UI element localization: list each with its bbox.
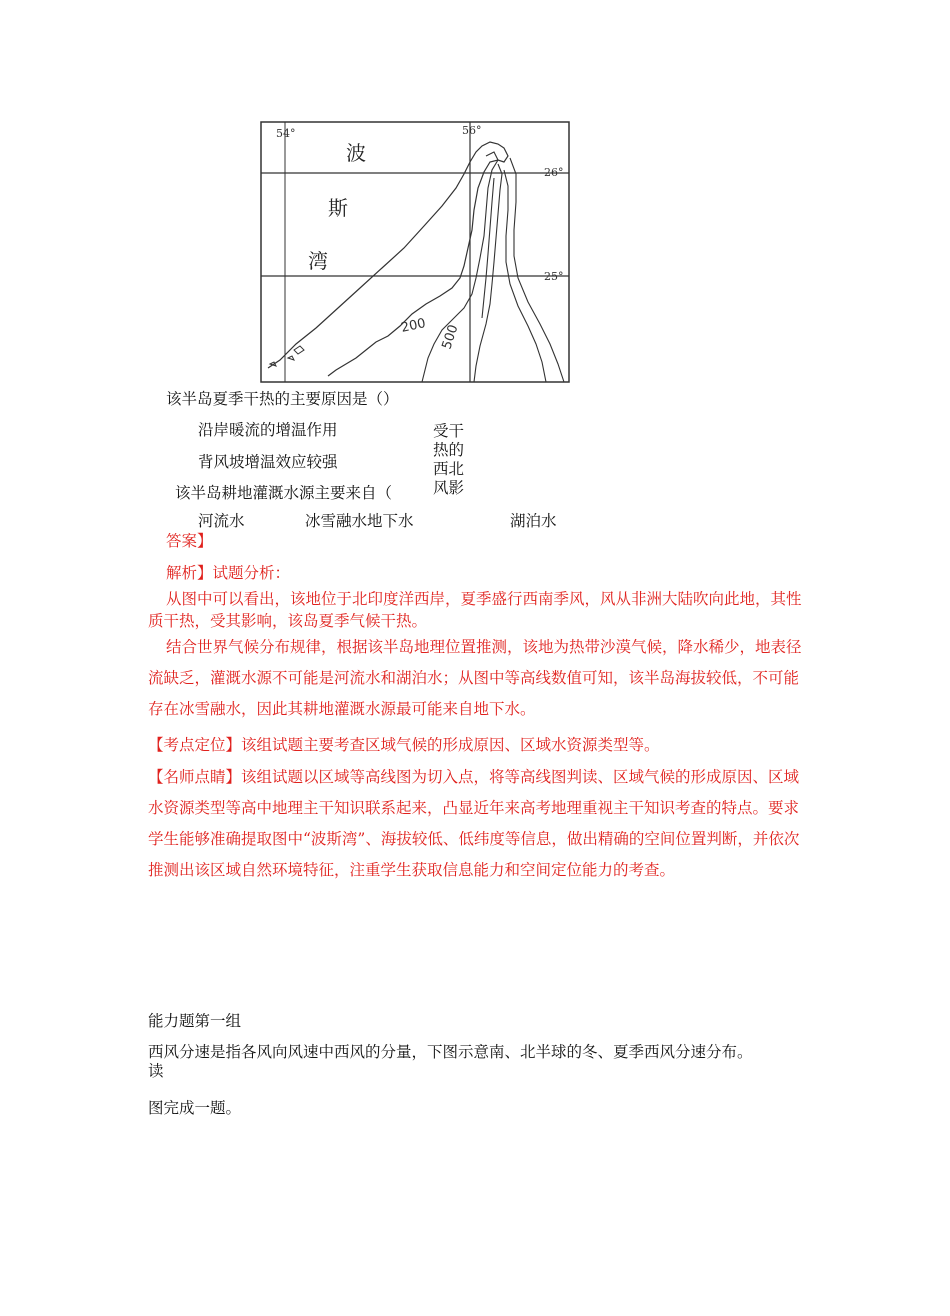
- question2-option-a: 河流水: [198, 512, 245, 530]
- question2-option-bc: 冰雪融水地下水: [305, 512, 414, 530]
- lon-56-label: 56°: [462, 124, 482, 137]
- question1-stem: 该半岛夏季干热的主要原因是（）: [166, 390, 399, 408]
- analysis-label: 解析】试题分析：: [166, 564, 291, 582]
- sea-char-2: 斯: [328, 196, 348, 220]
- analysis-paragraph-1: 从图中可以看出，该地位于北印度洋西岸，夏季盛行西南季风，风从非洲大陆吹向此地，其性质干热，受其影响，该岛夏季气候干热。: [148, 590, 802, 630]
- intro-line-2: 图完成一题。: [148, 1099, 242, 1117]
- map-figure: [258, 118, 574, 386]
- mingshi-text: 【名师点睛】该组试题以区域等高线图为切入点，将等高线图判读、区域气候的形成原因、区域水资源类型等高中地理主干知识联系起来，凸显近年来高考地理重视主干知识考查的特点。要求学生能够准确提取图中“波斯湾”、海拔较低、低纬度等信息，做出精确的空间位置判断，并依次推测出该区域自然环境特征，注重学生获取信息能力和空间定位能力的考查。: [148, 768, 800, 879]
- side-note-line-2: 热的: [433, 441, 465, 459]
- intro-line-1b: 读: [148, 1062, 164, 1080]
- sea-char-3: 湾: [308, 249, 328, 273]
- question1-option-b: 背风坡增温效应较强: [198, 453, 338, 471]
- question2-stem: 该半岛耕地灌溉水源主要来自（: [175, 484, 393, 502]
- kaodian-text: 【考点定位】该组试题主要考查区域气候的形成原因、区域水资源类型等。: [148, 736, 660, 754]
- intro-line-1: 西风分速是指各风向风速中西风的分量，下图示意南、北半球的冬、夏季西风分速分布。: [148, 1043, 753, 1061]
- lat-25-label: 25°: [544, 270, 564, 283]
- sea-char-1: 波: [346, 141, 366, 165]
- question1-side-note: [433, 422, 464, 498]
- lon-54-label: 54°: [276, 127, 296, 140]
- side-note-line-1: 受干: [433, 422, 465, 440]
- question1-option-a: 沿岸暖流的增温作用: [198, 421, 338, 439]
- contour-500: [474, 164, 502, 382]
- contour-200-label: 200: [399, 316, 428, 336]
- side-note-line-4: 风影: [433, 479, 465, 497]
- lat-26-label: 26°: [544, 166, 564, 179]
- answer-label: 答案】: [166, 532, 213, 550]
- analysis-paragraph-2: 结合世界气候分布规律，根据该半岛地理位置推测，该地为热带沙漠气候，降水稀少，地表径流缺乏，灌溉水源不可能是河流水和湖泊水；从图中等高线数值可知，该半岛海拔较低，不可能存在冰雪融水，因此其耕地灌溉水源最可能来自地下水。: [148, 638, 802, 718]
- section-title: 能力题第一组: [148, 1012, 242, 1030]
- coastline: [268, 142, 508, 376]
- contour-500-label: 500: [439, 322, 462, 352]
- contour-inner: [482, 178, 494, 318]
- side-note-line-3: 西北: [433, 460, 465, 478]
- question2-option-d: 湖泊水: [510, 512, 557, 530]
